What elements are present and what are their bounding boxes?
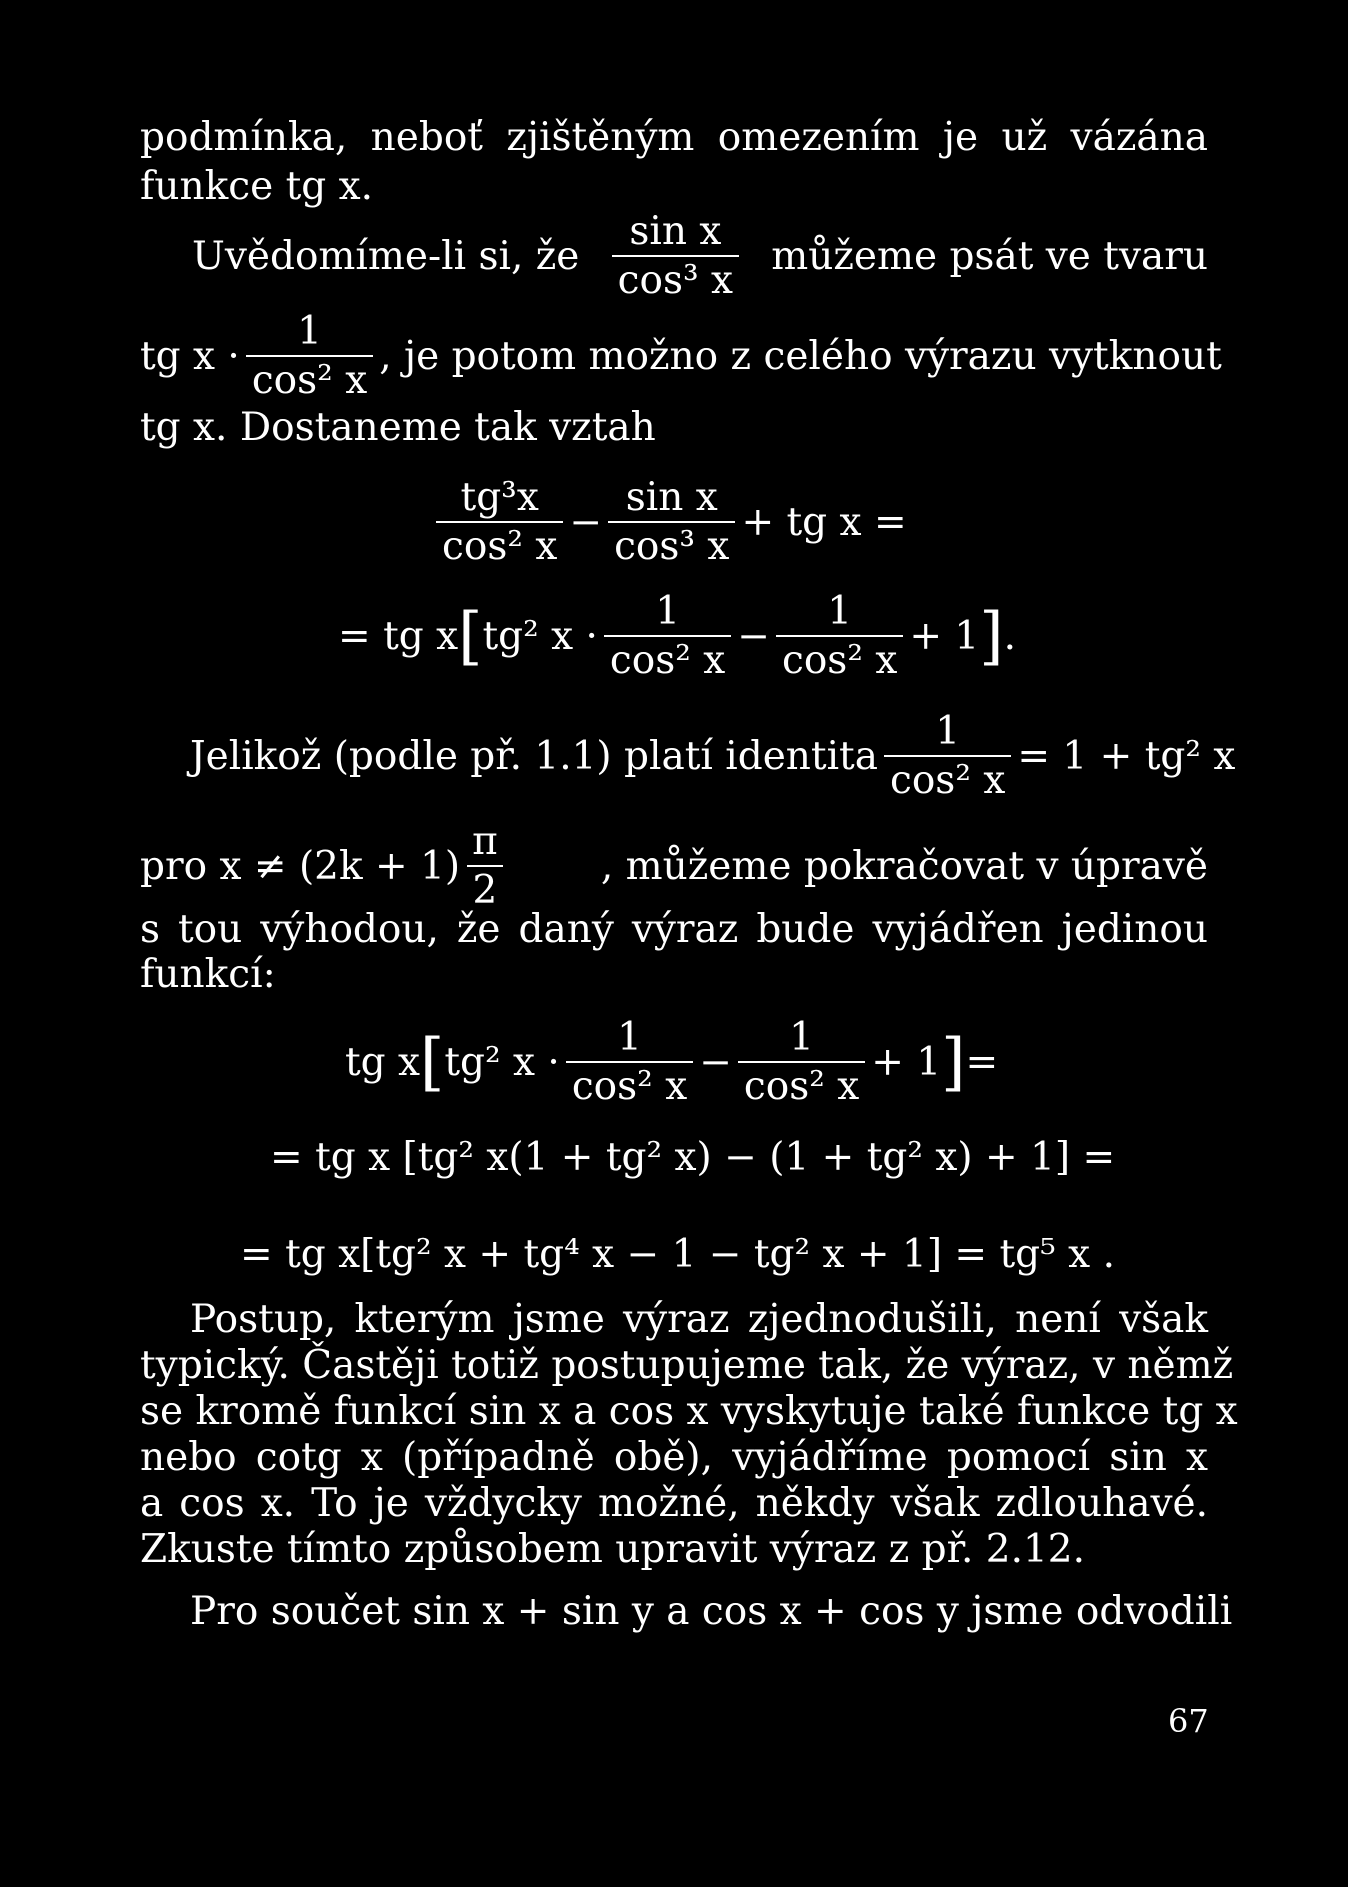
equation	[345, 1015, 999, 1109]
text-fragment: tg x ·	[140, 333, 240, 379]
text-line: funkce tg x.	[140, 164, 374, 209]
denominator: cos² x	[566, 1061, 693, 1106]
text-fragment: pro x ≠ (2k + 1)	[140, 843, 461, 889]
denominator: cos² x	[604, 635, 731, 680]
fraction	[436, 475, 563, 569]
fraction	[466, 819, 504, 913]
text-line	[190, 709, 1236, 803]
operator: −	[569, 499, 603, 545]
fraction	[776, 589, 903, 683]
denominator: cos² x	[436, 521, 563, 566]
denominator: cos² x	[246, 355, 373, 400]
text-line: Pro součet sin x + sin y a cos x + cos y jsme odvodili	[190, 1589, 1233, 1634]
text-fragment: = tg x	[338, 613, 459, 659]
text-line: Postup, kterým jsme výraz zjednodušili, není však	[190, 1297, 1208, 1342]
text-fragment: Jelikož (podle př. 1.1) platí identita	[190, 733, 878, 779]
denominator: cos² x	[738, 1061, 865, 1106]
numerator: sin x	[625, 475, 718, 520]
fraction	[608, 475, 735, 569]
text-line: a cos x. To je vždycky možné, někdy však zdlouhavé.	[140, 1481, 1208, 1526]
text-fragment: tg² x ·	[444, 1039, 560, 1085]
right-bracket: ]	[979, 598, 1004, 672]
text-line: nebo cotg x (případně obě), vyjádříme pomocí sin x	[140, 1435, 1208, 1480]
text-fragment: Uvědomíme-li si, že	[192, 233, 580, 279]
denominator: cos² x	[884, 755, 1011, 800]
text-fragment: , můžeme pokračovat v úpravě	[600, 843, 1208, 889]
text-fragment: tg² x ·	[482, 613, 598, 659]
fraction	[566, 1015, 693, 1109]
text-fragment: = 1 + tg² x	[1017, 733, 1236, 779]
numerator: 1	[655, 589, 681, 634]
text-fragment: + 1	[909, 613, 980, 659]
page-number: 67	[1168, 1702, 1209, 1740]
equation	[338, 589, 1016, 683]
numerator: 1	[827, 589, 853, 634]
numerator: 1	[297, 309, 322, 354]
text-line: typický. Častěji totiž postupujeme tak, že výraz, v němž	[140, 1343, 1234, 1388]
equation	[430, 475, 907, 569]
numerator: 1	[935, 709, 961, 754]
fraction	[246, 309, 373, 403]
text-line	[140, 309, 1222, 403]
fraction	[884, 709, 1011, 803]
left-bracket: [	[420, 1024, 445, 1098]
text-line: s tou výhodou, že daný výraz bude vyjádřen jedinou	[140, 907, 1208, 952]
equation: = tg x[tg² x + tg⁴ x − 1 − tg² x + 1] = tg⁵ x .	[240, 1232, 1115, 1277]
text-fragment: + 1	[871, 1039, 942, 1085]
text-line: se kromě funkcí sin x a cos x vyskytuje také funkce tg x	[140, 1389, 1238, 1434]
numerator: sin x	[629, 209, 722, 254]
text-fragment: =	[965, 1039, 999, 1085]
text-line	[140, 819, 1208, 913]
fraction	[738, 1015, 865, 1109]
operator: −	[699, 1039, 732, 1085]
text-fragment: , je potom možno z celého výrazu vytknout	[379, 333, 1222, 379]
numerator: 1	[617, 1015, 642, 1060]
text-line: podmínka, neboť zjištěným omezením je už vázána	[140, 115, 1208, 160]
text-line: tg x. Dostaneme tak vztah	[140, 405, 656, 450]
text-line	[192, 209, 1208, 303]
text-line: Zkuste tímto způsobem upravit výraz z př. 2.12.	[140, 1527, 1085, 1572]
denominator: cos³ x	[612, 255, 739, 300]
denominator: 2	[467, 865, 504, 910]
text-line: funkcí:	[140, 952, 276, 997]
text-fragment: tg x	[345, 1039, 421, 1085]
left-bracket: [	[458, 598, 483, 672]
right-bracket: ]	[941, 1024, 966, 1098]
fraction	[612, 209, 739, 303]
operator: −	[737, 613, 770, 659]
text-fragment: můžeme psát ve tvaru	[771, 233, 1208, 279]
fraction	[604, 589, 731, 683]
text-group	[140, 819, 510, 913]
numerator: π	[472, 819, 498, 864]
text-fragment: + tg x =	[741, 499, 907, 545]
denominator: cos³ x	[608, 521, 735, 566]
text-fragment: .	[1003, 613, 1016, 659]
numerator: 1	[789, 1015, 814, 1060]
equation: = tg x [tg² x(1 + tg² x) − (1 + tg² x) + 1] =	[270, 1135, 1116, 1180]
denominator: cos² x	[776, 635, 903, 680]
numerator: tg³x	[460, 475, 539, 520]
